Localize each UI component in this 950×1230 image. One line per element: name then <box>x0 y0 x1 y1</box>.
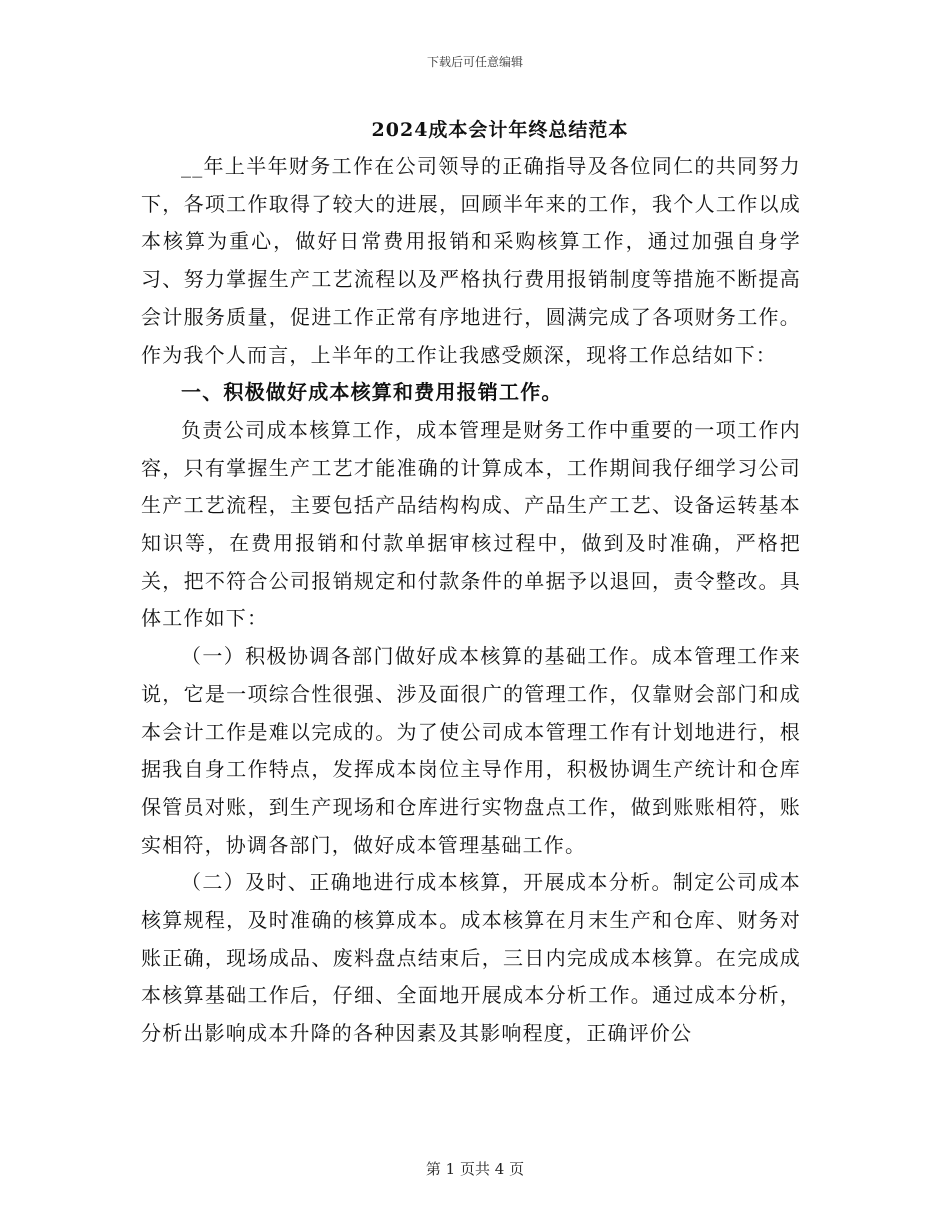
section-heading-1: 一、积极做好成本核算和费用报销工作。 <box>181 380 563 405</box>
paragraph-section-1: 负责公司成本核算工作，成本管理是财务工作中重要的一项工作内容，只有掌握生产工艺才能准确的计算成本，工作期间我仔细学习公司生产工艺流程，主要包括产品结构构成、产品生产工艺、设备运转基本知识等，在费用报销和付款单据审核过程中，做到及时准确，严格把关，把不符合公司报销规定和付款条件的单据予以退回，责令整改。具体工作如下： <box>141 417 801 631</box>
header-note: 下载后可任意编辑 <box>426 55 523 69</box>
paragraph-item-2: （二）及时、正确地进行成本核算，开展成本分析。制定公司成本核算规程，及时准确的核算成本。成本核算在月末生产和仓库、财务对账正确，现场成品、废料盘点结束后，三日内完成成本核算。在完成成本核算基础工作后，仔细、全面地开展成本分析工作。通过成本分析，分析出影响成本升降的各种因素及其影响程度，正确评价公 <box>141 870 801 1046</box>
document-title: 2024成本会计年终总结范本 <box>371 119 629 141</box>
paragraph-intro: __年上半年财务工作在公司领导的正确指导及各位同仁的共同努力下，各项工作取得了较大的进展，回顾半年来的工作，我个人工作以成本核算为重心，做好日常费用报销和采购核算工作，通过加强自身学习、努力掌握生产工艺流程以及严格执行费用报销制度等措施不断提高会计服务质量，促进工作正常有序地进行，圆满完成了各项财务工作。作为我个人而言，上半年的工作让我感受颇深，现将工作总结如下： <box>141 154 801 367</box>
page-number: 第 1 页共 4 页 <box>425 1160 525 1178</box>
paragraph-item-1: （一）积极协调各部门做好成本核算的基础工作。成本管理工作来说，它是一项综合性很强、涉及面很广的管理工作，仅靠财会部门和成本会计工作是难以完成的。为了使公司成本管理工作有计划地进行，根据我自身工作特点，发挥成本岗位主导作用，积极协调生产统计和仓库保管员对账，到生产现场和仓库进行实物盘点工作，做到账账相符，账实相符，协调各部门，做好成本管理基础工作。 <box>141 644 801 857</box>
document-body <box>141 148 801 1053</box>
